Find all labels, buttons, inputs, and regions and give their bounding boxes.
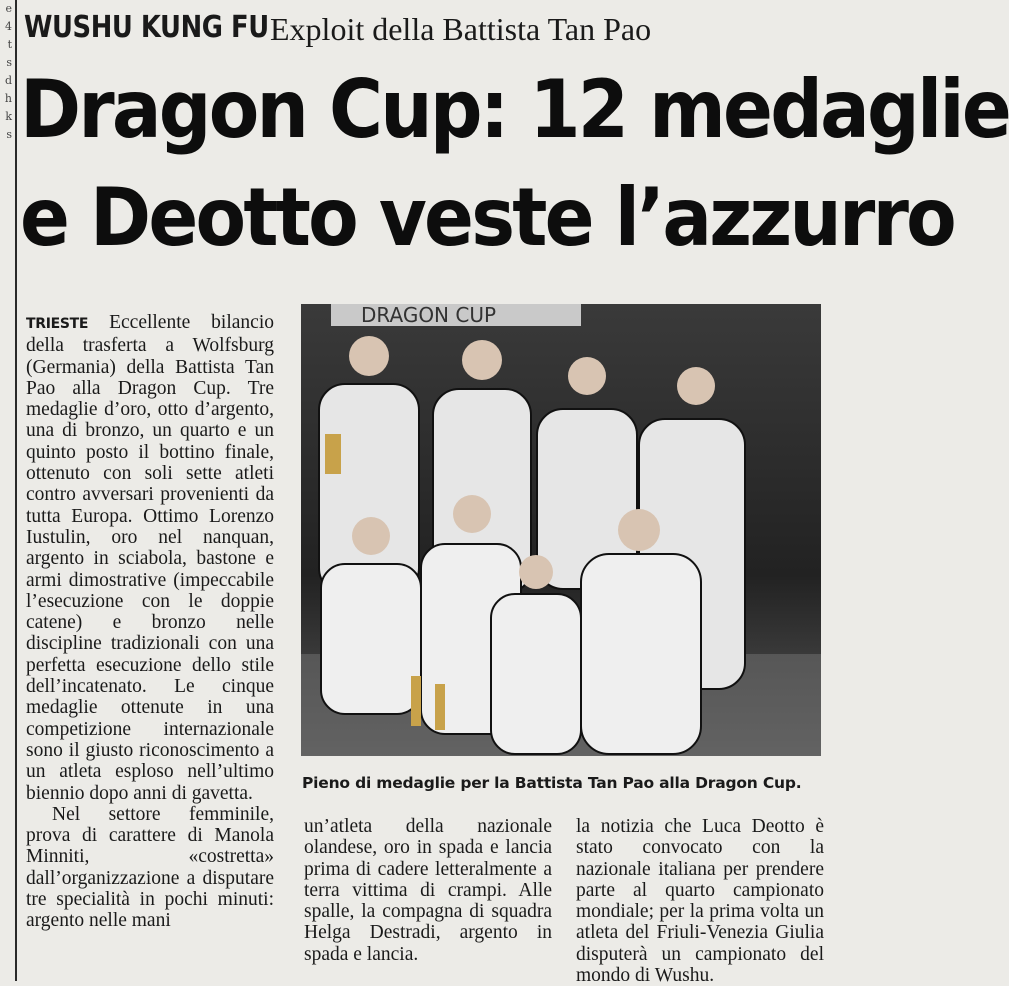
headline-line-1: Dragon Cup: 12 medaglie — [20, 63, 1009, 156]
edge-letter: s — [6, 56, 12, 69]
paragraph-1-text: Eccellente bilancio della trasferta a Wolfsburg (Germania) della Battista Tan Pao alla Dragon Cup. Tre medaglie d’oro, otto d’argento, una di bronzo, un quarto e un quinto posto il bottino finale, ottenuto con soli sette atleti contro avversari provenienti da tutta Europa. Ottimo Lorenzo Iustulin, oro nel nanquan, argento in sciabola, bastone e armi dimostrative (impeccabile l’esecuzione con le doppie catene) e bronzo nelle discipline tradizionali con una perfetta esecuzione dello stile dell’incatenato. Le cinque medaglie ottenute in una competizione internazionale sono il giusto riconoscimento a un atleta esploso nell’ultimo biennio dopo anni di gavetta. — [26, 312, 274, 804]
edge-letter: h — [4, 92, 12, 105]
article-paragraph-2: Nel settore femminile, prova di carattere di Manola Minniti, «costretta» dall’organizzazione a disputare tre specialità in pochi minuti: argento nelle mani — [26, 803, 274, 932]
team-photo — [301, 304, 821, 756]
kicker — [24, 10, 652, 47]
headline — [20, 56, 1009, 272]
article-paragraph-1 — [26, 312, 274, 804]
article-column-3: la notizia che Luca Deotto è stato convocato con la nazionale italiana per prendere parte al quarto campionato mondiale; per la prima volta un atleta del Friuli-Venezia Giulia disputerà un campionato del mondo di Wushu. — [576, 816, 824, 986]
edge-letter: s — [6, 128, 12, 141]
edge-letter: e — [5, 2, 12, 15]
edge-letter: k — [5, 110, 12, 123]
headline-line-2: e Deotto veste l’azzurro — [20, 171, 954, 264]
kicker-subtitle: Exploit della Battista Tan Pao — [270, 11, 652, 47]
adjacent-column-fragment — [0, 0, 12, 144]
photo-banner: DRAGON CUP — [361, 303, 497, 327]
article-column-1 — [26, 312, 274, 932]
section-label: WUSHU KUNG FU — [24, 10, 269, 45]
column-rule — [15, 0, 17, 981]
article-column-2: un’atleta della nazionale olandese, oro in spada e lancia prima di cadere letteralmente a terra vittima di crampi. Alle spalle, la compagna di squadra Helga Destradi, argento in spada e lancia. — [304, 816, 552, 965]
dateline: TRIESTE — [26, 316, 89, 332]
edge-letter: 4 — [5, 20, 12, 33]
edge-letter: d — [4, 74, 12, 87]
edge-letter: t — [7, 38, 12, 51]
photo-caption: Pieno di medaglie per la Battista Tan Pao alla Dragon Cup. — [302, 774, 802, 792]
